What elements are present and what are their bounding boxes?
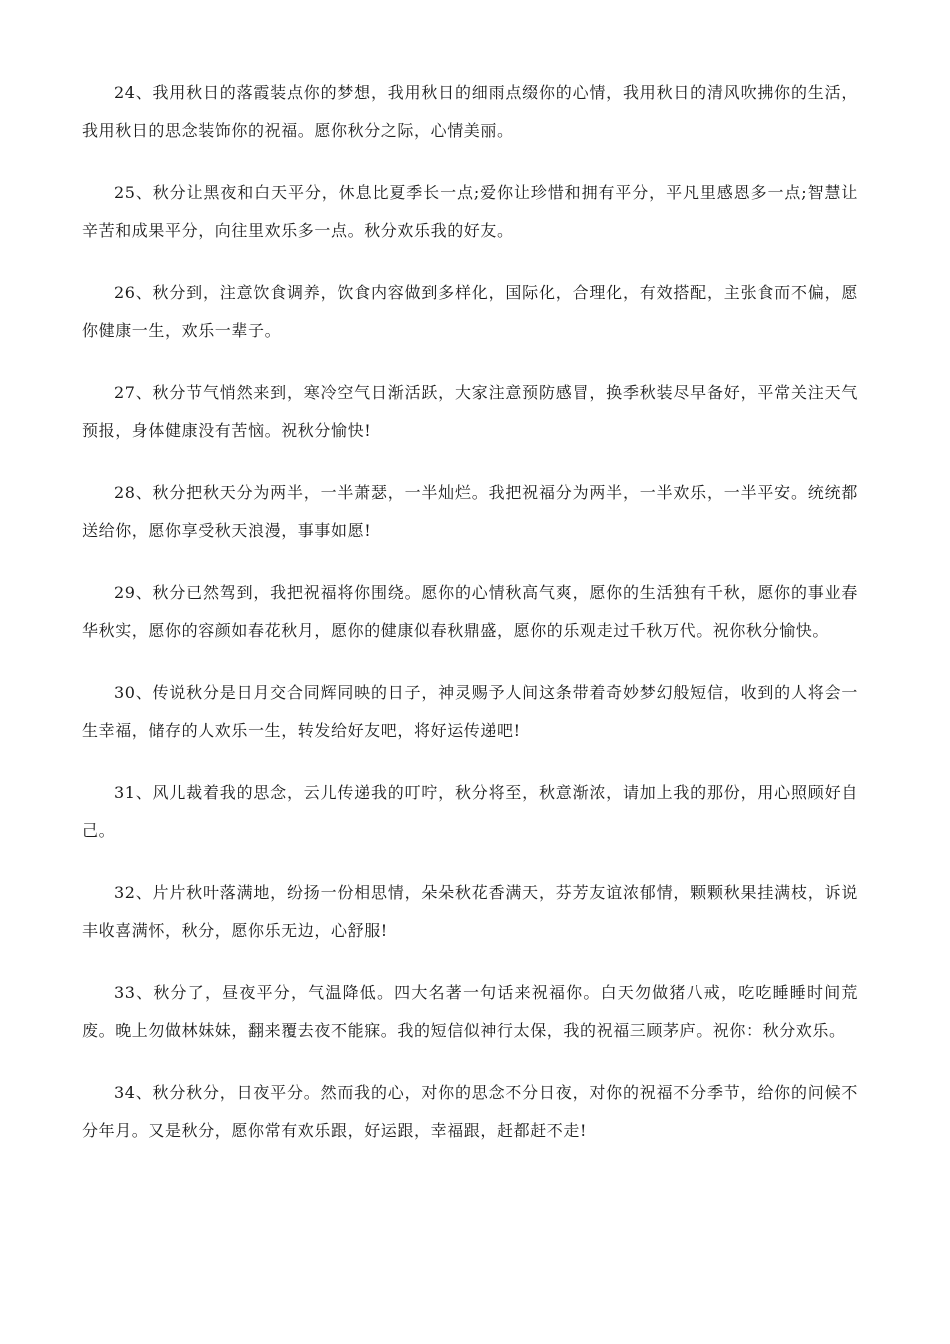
paragraph-24: 24、我用秋日的落霞装点你的梦想，我用秋日的细雨点缀你的心情，我用秋日的清风吹拂你的生活，我用秋日的思念装饰你的祝福。愿你秋分之际，心情美丽。 xyxy=(82,83,858,140)
paragraph-29: 29、秋分已然驾到，我把祝福将你围绕。愿你的心情秋高气爽，愿你的生活独有千秋，愿你的事业春华秋实，愿你的容颜如春花秋月，愿你的健康似春秋鼎盛，愿你的乐观走过千秋万代。祝你秋分愉快。 xyxy=(82,583,858,640)
paragraph-33: 33、秋分了，昼夜平分，气温降低。四大名著一句话来祝福你。白天勿做猪八戒，吃吃睡睡时间荒废。晚上勿做林妹妹，翻来覆去夜不能寐。我的短信似神行太保，我的祝福三顾茅庐。祝你：秋分欢乐。 xyxy=(82,983,858,1040)
paragraph-26: 26、秋分到，注意饮食调养，饮食内容做到多样化，国际化，合理化，有效搭配，主张食而不偏，愿你健康一生，欢乐一辈子。 xyxy=(82,283,858,340)
paragraph-34: 34、秋分秋分，日夜平分。然而我的心，对你的思念不分日夜，对你的祝福不分季节，给你的问候不分年月。又是秋分，愿你常有欢乐跟，好运跟，幸福跟，赶都赶不走! xyxy=(82,1083,858,1140)
paragraph-27: 27、秋分节气悄然来到，寒冷空气日渐活跃，大家注意预防感冒，换季秋装尽早备好，平常关注天气预报，身体健康没有苦恼。祝秋分愉快! xyxy=(82,383,858,440)
paragraph-31: 31、风儿裁着我的思念，云儿传递我的叮咛，秋分将至，秋意渐浓，请加上我的那份，用心照顾好自己。 xyxy=(82,783,858,840)
paragraph-30: 30、传说秋分是日月交合同辉同映的日子，神灵赐予人间这条带着奇妙梦幻般短信，收到的人将会一生幸福，储存的人欢乐一生，转发给好友吧，将好运传递吧! xyxy=(82,683,858,740)
paragraph-28: 28、秋分把秋天分为两半，一半萧瑟，一半灿烂。我把祝福分为两半，一半欢乐，一半平安。统统都送给你，愿你享受秋天浪漫，事事如愿! xyxy=(82,483,858,540)
paragraph-32: 32、片片秋叶落满地，纷扬一份相思情，朵朵秋花香满天，芬芳友谊浓郁情，颗颗秋果挂满枝，诉说丰收喜满怀，秋分，愿你乐无边，心舒服! xyxy=(82,883,858,940)
paragraph-25: 25、秋分让黑夜和白天平分，休息比夏季长一点;爱你让珍惜和拥有平分，平凡里感恩多一点;智慧让辛苦和成果平分，向往里欢乐多一点。秋分欢乐我的好友。 xyxy=(82,183,858,240)
